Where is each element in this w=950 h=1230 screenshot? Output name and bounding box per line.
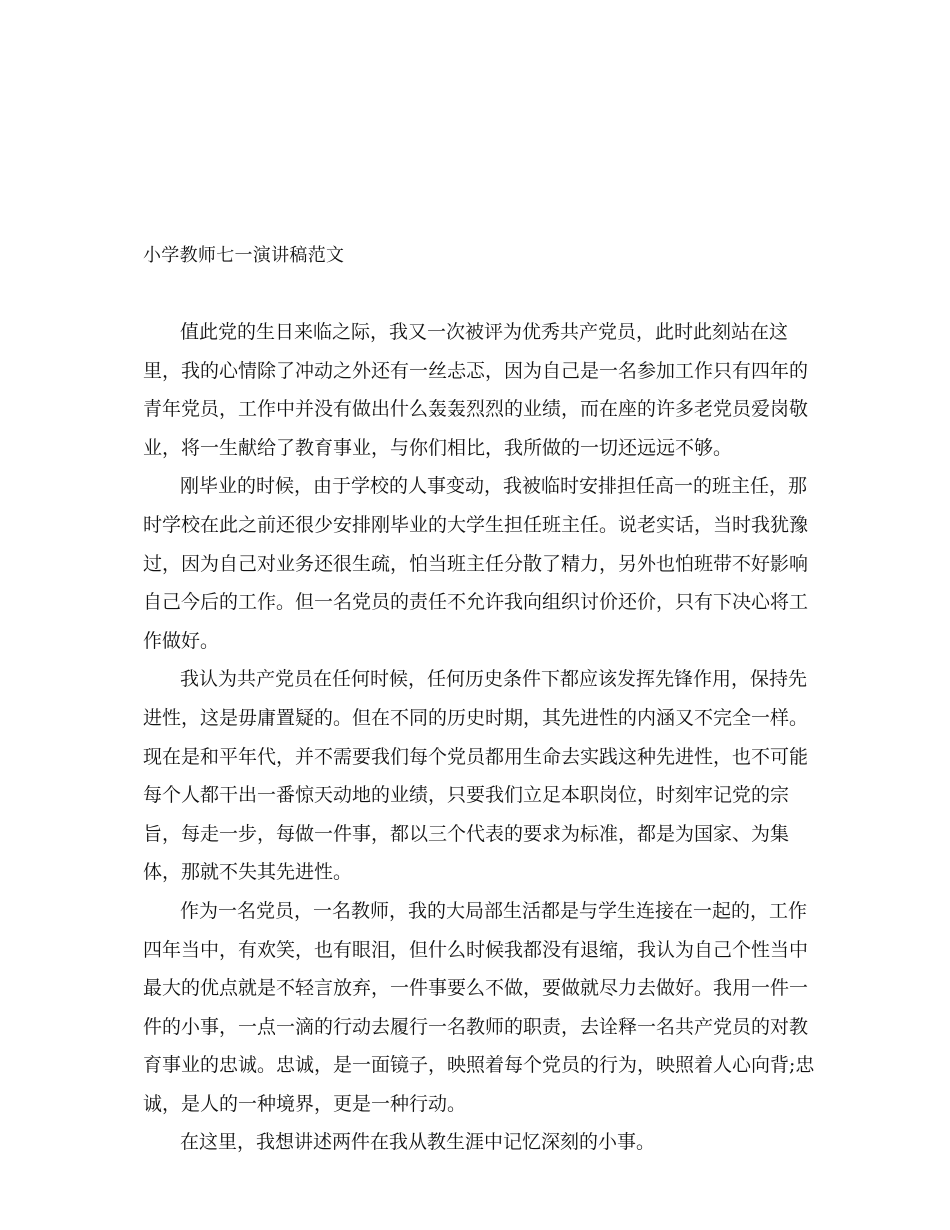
text-line: 刚毕业的时候，由于学校的人事变动，我被临时安排担任高一的班主任，那	[180, 475, 808, 498]
document-title: 小学教师七一演讲稿范文	[143, 245, 345, 266]
paragraph-1	[143, 313, 808, 467]
paragraph-4	[143, 892, 815, 1124]
text-line: 体，那就不失其先进性。	[143, 861, 353, 884]
text-line: 最大的优点就是不轻言放弃，一件事要么不做，要做就尽力去做好。我用一件一	[143, 977, 809, 1000]
text-line: 四年当中，有欢笑，也有眼泪，但什么时候我都没有退缩，我认为自己个性当中	[143, 938, 809, 961]
text-line: 育事业的忠诚。忠诚，是一面镜子，映照着每个党员的行为，映照着人心向背;忠	[143, 1054, 815, 1077]
text-line: 过，因为自己对业务还很生疏，怕当班主任分散了精力，另外也怕班带不好影响	[143, 552, 809, 575]
text-line: 里，我的心情除了冲动之外还有一丝忐忑，因为自己是一名参加工作只有四年的	[143, 359, 809, 382]
text-line: 每个人都干出一番惊天动地的业绩，只要我们立足本职岗位，时刻牢记党的宗	[143, 784, 790, 807]
text-line: 旨，每走一步，每做一件事，都以三个代表的要求为标准，都是为国家、为集	[143, 822, 790, 845]
paragraph-5	[143, 1123, 808, 1162]
text-line: 值此党的生日来临之际，我又一次被评为优秀共产党员，此时此刻站在这	[180, 321, 789, 343]
text-line: 进性，这是毋庸置疑的。但在不同的历史时期，其先进性的内涵又不完全一样。	[143, 706, 809, 729]
text-line: 青年党员，工作中并没有做出什么轰轰烈烈的业绩，而在座的许多老党员爱岗敬	[143, 398, 809, 421]
text-line: 作做好。	[143, 629, 220, 652]
document-body	[143, 313, 815, 1162]
text-line: 自己今后的工作。但一名党员的责任不允许我向组织讨价还价，只有下决心将工	[143, 591, 809, 614]
text-line: 现在是和平年代，并不需要我们每个党员都用生命去实践这种先进性，也不可能	[143, 745, 809, 768]
text-line: 诚，是人的一种境界，更是一种行动。	[143, 1092, 467, 1115]
text-line: 时学校在此之前还很少安排刚毕业的大学生担任班主任。说老实话，当时我犹豫	[143, 513, 809, 536]
text-line: 件的小事，一点一滴的行动去履行一名教师的职责，去诠释一名共产党员的对教	[143, 1015, 809, 1038]
paragraph-2	[143, 467, 808, 660]
text-line: 在这里，我想讲述两件在我从教生涯中记忆深刻的小事。	[180, 1131, 656, 1154]
text-line: 业，将一生献给了教育事业，与你们相比，我所做的一切还远远不够。	[143, 436, 733, 459]
paragraph-3	[143, 660, 808, 892]
text-line: 我认为共产党员在任何时候，任何历史条件下都应该发挥先锋作用，保持先	[180, 668, 808, 691]
text-line: 作为一名党员，一名教师，我的大局部生活都是与学生连接在一起的，工作	[180, 899, 808, 922]
